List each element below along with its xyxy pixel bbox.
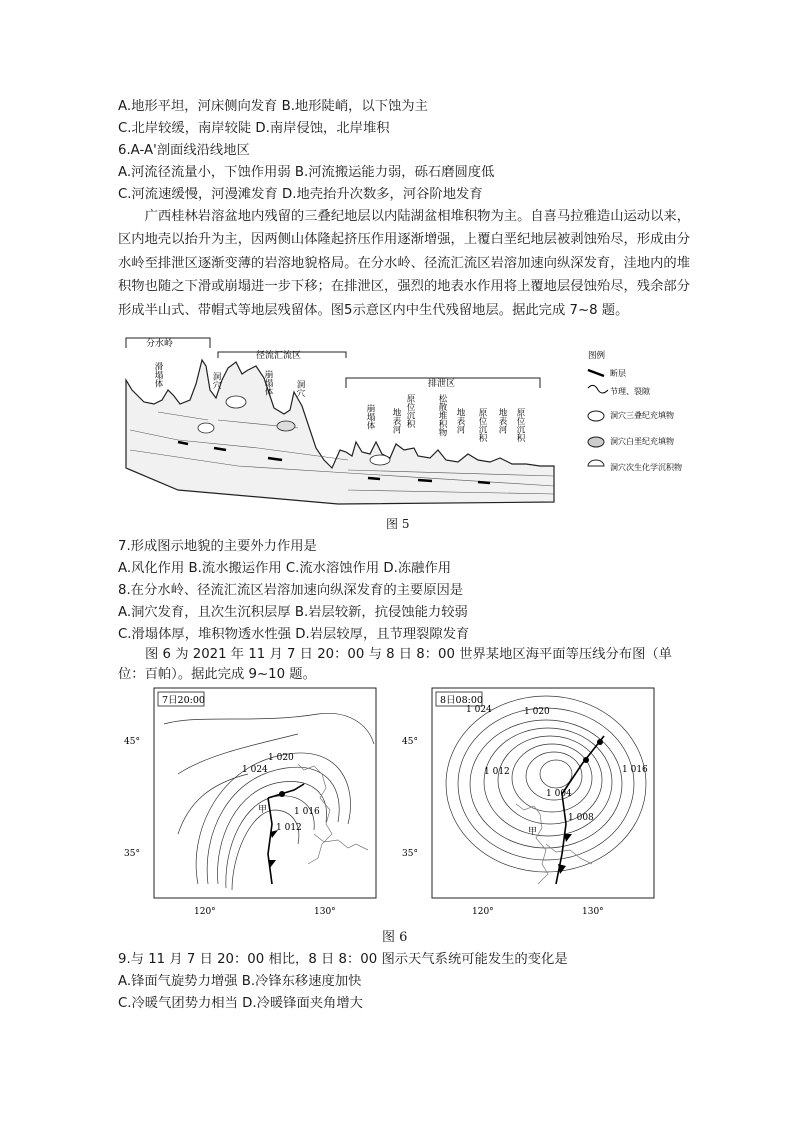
label-cave1: 洞穴: [211, 372, 221, 389]
legend-item-secondary-deposit: 洞穴次生化学沉积物: [610, 463, 682, 472]
right-center-jia: 甲: [528, 827, 538, 837]
left-lat-35: 35°: [124, 849, 140, 859]
figure-6-map-right: [396, 684, 666, 922]
q6-options-cd: C.河流速缓慢，河漫滩发育 D.地壳抬升次数多，河谷阶地发育: [118, 187, 483, 202]
intro-9-10-line2: 位：百帕）。据此完成 9~10 题。: [118, 667, 316, 682]
left-lon-120: 120°: [194, 907, 216, 917]
legend-item-joint: 节理、裂隙: [610, 387, 650, 396]
q8-stem: 8.在分水岭、径流汇流区岩溶加速向纵深发育的主要原因是: [118, 583, 464, 598]
left-center-jia: 甲: [258, 805, 268, 815]
passage-7-8: 广西桂林岩溶盆地内残留的三叠纪地层以内陆湖盆相堆积物为主。自喜马拉雅造山运动以来，区内地壳以抬升为主，因两侧山体隆起挤压作用逐渐增强，上覆白垩纪地层被剥蚀殆尽，形成由分水岭至排泄区逐渐变薄的岩溶地貌格局。在分水岭、径流汇流区岩溶加速向纵深发育，洼地内的堆积物也随之下滑或崩塌进一步下移；在排泄区，强烈的地表水作用将上覆地层侵蚀殆尽，残余部分形成半山式、带帽式等地层残留体。图5示意区内中生代残留地层。据此完成 7~8 题。: [118, 209, 690, 318]
left-isobar-1012: 1 012: [276, 823, 302, 833]
left-isobar-1020: 1 020: [268, 753, 294, 763]
label-river3: 地表河: [497, 408, 507, 434]
label-insitu2: 原位沉积: [477, 408, 487, 442]
q6-options-ab: A.河流径流量小，下蚀作用弱 B.河流搬运能力弱，砾石磨圆度低: [118, 165, 495, 180]
figure-5-caption: 图 5: [386, 517, 410, 531]
right-lat-45: 45°: [402, 737, 418, 747]
q7-options: A.风化作用 B.流水搬运作用 C.流水溶蚀作用 D.冻融作用: [118, 561, 452, 576]
right-isobar-1004: 1 004: [546, 789, 572, 799]
figure-6-caption: 图 6: [382, 930, 408, 945]
left-lon-130: 130°: [314, 907, 336, 917]
figure-6-map-left: [118, 684, 388, 922]
label-collapse2: 崩塌体: [365, 404, 375, 430]
right-isobar-1012: 1 012: [484, 767, 510, 777]
left-isobar-1024: 1 024: [242, 765, 268, 775]
q8-options-cd: C.滑塌体厚，堆积物透水性强 D.岩层较厚，且节理裂隙发育: [118, 627, 470, 642]
right-lon-130: 130°: [582, 907, 604, 917]
figure-5-karst-profile: [118, 330, 708, 530]
label-slide: 滑塌体: [153, 362, 163, 388]
label-loose: 松散堆积物: [437, 394, 447, 437]
label-river2: 地表河: [455, 408, 465, 434]
q5-options-cd: C.北岸较缓，南岸较陡 D.南岸侵蚀，北岸堆积: [118, 121, 390, 136]
figure-5-legend: [588, 350, 682, 472]
intro-9-10-line1: 图 6 为 2021 年 11 月 7 日 20：00 与 8 日 8：00 世界某地区海平面等压线分布图（单: [145, 647, 672, 662]
q6-stem: 6.A-A'剖面线沿线地区: [118, 143, 250, 158]
left-isobar-1016: 1 016: [294, 807, 320, 817]
q8-options-ab: A.洞穴发育，且次生沉积层厚 B.岩层较新，抗侵蚀能力较弱: [118, 605, 468, 620]
legend-title: 图例: [588, 351, 606, 361]
q9-stem: 9.与 11 月 7 日 20：00 相比，8 日 8：00 图示天气系统可能发生的变化是: [118, 952, 568, 967]
right-isobar-1016: 1 016: [622, 765, 648, 775]
right-isobar-1024: 1 024: [466, 705, 492, 715]
legend-item-triassic-fill: 洞穴三叠纪充填物: [610, 411, 674, 420]
q5-options-ab: A.地形平坦，河床侧向发育 B.地形陡峭，以下蚀为主: [118, 99, 428, 114]
right-time-label: 8日08:00: [440, 695, 483, 706]
right-lon-120: 120°: [472, 907, 494, 917]
left-time-label: 7日20:00: [162, 695, 205, 706]
label-river1: 地表河: [391, 408, 401, 434]
label-insitu1: 原位沉积: [405, 394, 415, 428]
right-lat-35: 35°: [402, 849, 418, 859]
q9-options-cd: C.冷暖气团势力相当 D.冷暖锋面夹角增大: [118, 996, 363, 1011]
q9-options-ab: A.锋面气旋势力增强 B.冷锋东移速度加快: [118, 974, 362, 989]
legend-item-cretaceous-fill: 洞穴白垩纪充填物: [610, 437, 674, 446]
right-isobar-1008: 1 008: [568, 813, 594, 823]
q7-stem: 7.形成图示地貌的主要外力作用是: [118, 539, 317, 554]
legend-item-fault: 断层: [610, 369, 626, 378]
zone-runoff: 径流汇流区: [256, 351, 302, 361]
zone-drainage: 排泄区: [428, 379, 456, 389]
label-cave2: 洞穴: [295, 380, 305, 397]
label-collapse1: 崩塌体: [263, 370, 273, 396]
right-isobar-1020: 1 020: [524, 707, 550, 717]
zone-watershed: 分水岭: [146, 339, 174, 349]
left-lat-45: 45°: [124, 737, 140, 747]
label-insitu3: 原位沉积: [515, 408, 525, 442]
